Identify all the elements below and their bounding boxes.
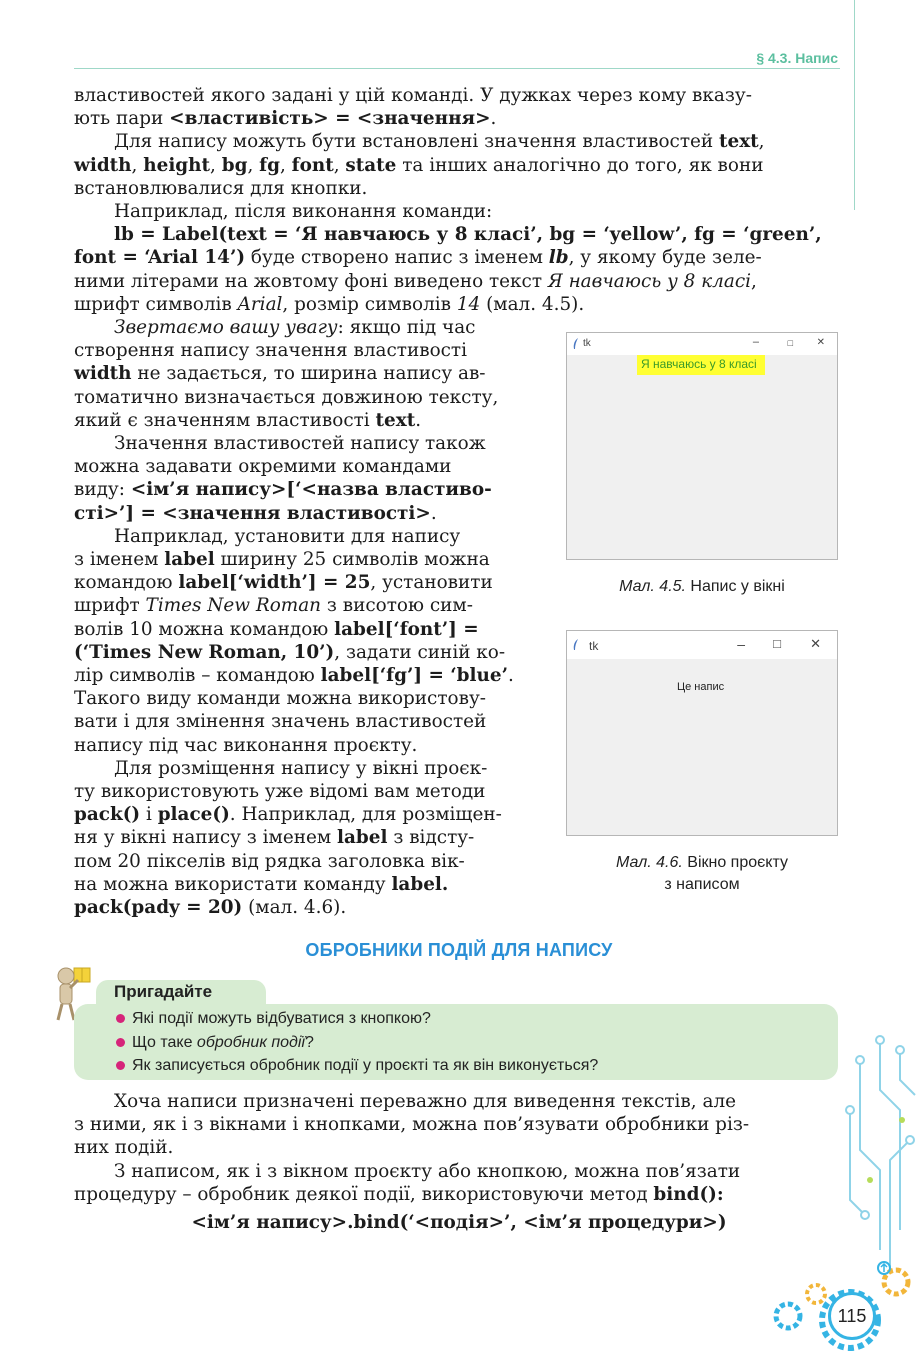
minimize-icon[interactable]: –: [752, 336, 759, 348]
list-item: Як записується обробник події у проєкті та як він виконується?: [116, 1054, 598, 1078]
window-label: Це напис: [677, 681, 725, 693]
window-titlebar: [567, 631, 837, 659]
figure-4-5-window: [566, 332, 838, 560]
list-item: Що таке обробник події?: [116, 1031, 598, 1055]
caption-4-5: Мал. 4.5. Напис у вікні: [619, 578, 785, 595]
feather-icon: [573, 639, 579, 650]
remind-title: Пригадайте: [114, 982, 213, 1001]
circuit-decoration-icon: [840, 1030, 918, 1290]
left-column: Звертаємо вашу увагу: якщо під час створення напису значення властивості width не задається, то ширина напису ав- томатично визначається довжиною тексту, який є значенням властивості text. Значення властивостей напису також можна задавати окремими командами виду: <ім’я напису>[‘<назва властиво- сті>’] = <значення властивості>. Наприклад, установити для напису з іменем label ширину 25 символів можна командою label[‘width’] = 25, установити шрифт Times New Roman з висотою сим- волів 10 можна командою label[‘font’] = (‘Times New Roman, 10’), задати синій ко- лір символів – командою label[‘fg’] = ‘blue’. Такого виду команди можна використову- вати і для змінення значень властивостей напису під час виконання проєкту. Для розміщення напису у вікні проєк- ту використовують уже відомі вам методи pack() і place(). Наприклад, для розміщен- ня у вікні напису з іменем label з відсту- пом 20 пікселів від рядка заголовка вік- на можна використати команду label. pack(pady = 20) (мал. 4.6).: [74, 317, 514, 919]
window-titlebar: [567, 333, 837, 355]
close-icon[interactable]: ✕: [816, 337, 825, 348]
yellow-label: Я навчаюсь у 8 класі: [637, 355, 765, 375]
bottom-paragraphs: Хоча написи призначені переважно для виведення текстів, але з ними, як і з вікнами і кнопками, можна пов’язувати обробники різ- них подій. З написом, як і з вікном проєкту або кнопкою, можна пов’язати процедуру – обробник деякої події, використовуючи метод bind():: [74, 1091, 750, 1205]
window-title: tk: [583, 338, 591, 349]
section-heading: ОБРОБНИКИ ПОДІЙ ДЛЯ НАПИСУ: [305, 940, 613, 960]
paragraph-1: властивостей якого задані у цій команді. У дужках через кому вказу- ють пари <властивість> = <значення>. Для напису можуть бути встановлені значення властивостей text, width, height, bg, fg, font, state та інших аналогічно до того, як вони встановлювалися для кнопки. Наприклад, після виконання команди: lb = Label(text = ‘Я навчаюсь у 8 класі’, bg = ‘yellow’, fg = ‘green’, font = ‘Arial 14’) буде створено напис з іменем lb, у якому буде зеле- ними літерами на жовтому фоні виведено текст Я навчаюсь у 8 класі, шрифт символів Arial, розмір символів 14 (мал. 4.5).: [74, 85, 822, 315]
bind-formula: <ім’я напису>.bind(‘<подія>’, <ім’я процедури>): [191, 1212, 727, 1233]
list-item: Які події можуть відбуватися з кнопкою?: [116, 1007, 598, 1031]
minimize-icon[interactable]: –: [737, 636, 745, 652]
page-number: 115: [828, 1292, 876, 1340]
caption-4-6: Мал. 4.6. Вікно проєкту з написом: [616, 854, 788, 893]
margin-rule: [854, 0, 855, 210]
figure-4-6-window: [566, 630, 838, 836]
remind-list: [116, 1007, 598, 1078]
maximize-icon[interactable]: □: [773, 636, 781, 651]
header-rule: [74, 68, 840, 69]
close-icon[interactable]: ✕: [810, 636, 821, 651]
feather-icon: [573, 338, 579, 349]
maximize-icon[interactable]: □: [787, 338, 793, 348]
section-title: § 4.3. Напис: [756, 50, 838, 66]
window-title: tk: [589, 639, 599, 653]
